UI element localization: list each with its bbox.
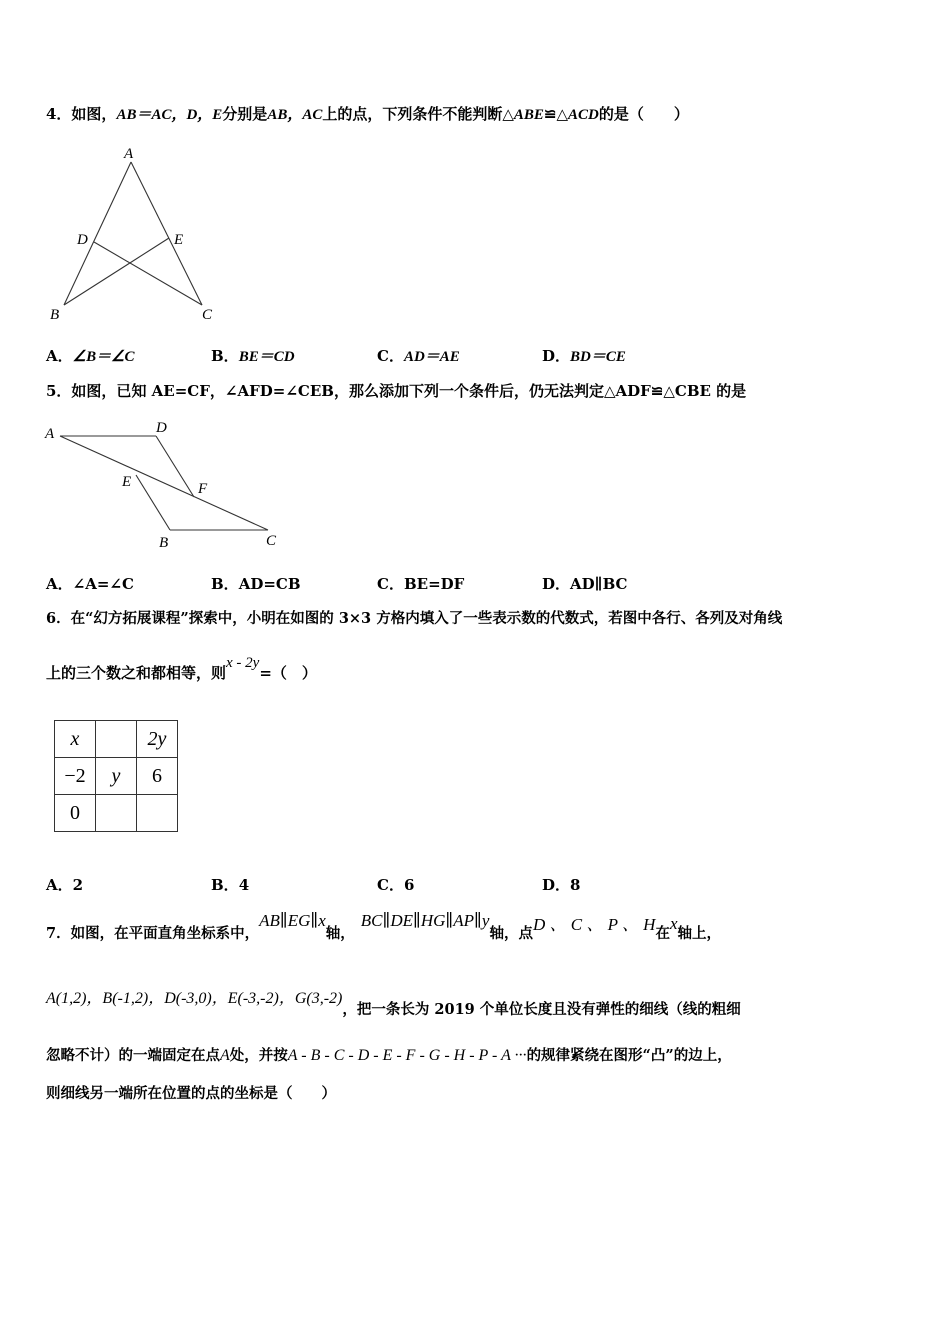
q5-option-d[interactable]	[542, 573, 628, 594]
q5-label-c: C	[266, 533, 277, 549]
q4-label-b: B	[50, 307, 60, 323]
q7-line1-prefix: 7．如图，在平面直角坐标系中，	[46, 925, 260, 942]
q4-option-a-letter: A．	[46, 347, 73, 365]
grid-cell: 2y	[137, 721, 178, 758]
q6-magic-square	[54, 720, 178, 832]
q4-stem-mid: 分别是	[222, 105, 268, 123]
q5-option-d-text: AD∥BC	[570, 575, 628, 593]
q5-quadrilateral-figure	[40, 416, 290, 554]
q4-option-d-text: BD＝CE	[570, 349, 626, 365]
q6-option-a[interactable]	[46, 874, 83, 895]
q4-option-b-letter: B．	[211, 347, 239, 365]
q7-line3-prefix: 忽略不计）的一端固定在点	[46, 1047, 220, 1064]
q7-line4: 则细线另一端所在位置的点的坐标是（ ）	[46, 1085, 336, 1102]
q5-option-b-text: AD=CB	[238, 575, 301, 593]
q4-label-a: A	[124, 146, 134, 162]
q5-stem: 5．如图，已知 AE=CF，∠AFD=∠CEB，那么添加下列一个条件后，仍无法判定△ADF≌△CBE 的是	[46, 382, 747, 400]
q4-option-d[interactable]	[542, 345, 626, 366]
q6-option-a-letter: A．	[46, 876, 73, 894]
q4-label-d: D	[77, 232, 88, 248]
q5-option-c[interactable]	[377, 573, 464, 594]
table-row	[55, 795, 178, 832]
q6-option-d[interactable]	[542, 874, 580, 895]
q4-option-c-text: AD＝AE	[403, 349, 460, 365]
q7-line3-mid: 处，并按	[229, 1047, 288, 1064]
q4-label-e: E	[174, 232, 184, 248]
q7-line1-mid2: 轴，点	[489, 925, 533, 942]
q7-line3	[46, 1044, 732, 1065]
q7-coordinates: A(1,2)，B(-1,2)，D(-3,0)，E(-3,-2)，G(3,-2)	[46, 990, 343, 1007]
q5-option-b[interactable]	[211, 573, 301, 594]
q4-stem-mid3: ≌△	[543, 105, 569, 123]
q6-option-c[interactable]	[377, 874, 414, 895]
q7-axis-points: D 、 C 、 P 、 H	[532, 915, 656, 934]
q6-expression: x - 2y	[226, 655, 260, 671]
q4-option-b-text: BE＝CD	[238, 349, 295, 365]
q6-option-d-text: 8	[570, 876, 581, 894]
q7-line1-mid1: 轴，	[325, 925, 355, 942]
q5-option-a[interactable]	[46, 573, 134, 594]
q7-parallel-y: BC∥DE∥HG∥AP∥y	[360, 911, 490, 930]
grid-cell: y	[96, 758, 137, 795]
q6-option-b-letter: B．	[211, 876, 239, 894]
q5-label-f: F	[198, 481, 208, 497]
grid-cell	[96, 721, 137, 758]
q4-stem-math3: ABE	[513, 107, 544, 123]
q4-option-a-text: ∠B＝∠C	[72, 349, 135, 365]
q5-option-b-letter: B．	[211, 575, 239, 593]
grid-cell	[96, 795, 137, 832]
q5-label-e: E	[122, 474, 132, 490]
q5-label-b: B	[159, 535, 169, 551]
q4-stem-math2: AB，AC	[267, 107, 323, 123]
q6-stem-line2-prefix: 上的三个数之和都相等，则	[46, 664, 227, 682]
q6-stem-line2-suffix: =（ ）	[259, 664, 317, 682]
q4-line-ac	[131, 162, 202, 305]
q7-line2-text: ，把一条长为 2019 个单位长度且没有弹性的细线（线的粗细	[342, 1001, 741, 1018]
q6-option-c-letter: C．	[377, 876, 404, 894]
q7-parallel-x: AB∥EG∥x	[259, 911, 326, 930]
table-row	[55, 758, 178, 795]
grid-cell: 6	[137, 758, 178, 795]
q6-option-d-letter: D．	[542, 876, 571, 894]
q4-stem-suffix: 的是（ ）	[598, 105, 689, 123]
q7-line2	[46, 990, 741, 1019]
q4-stem-mid2: 上的点，下列条件不能判断△	[322, 105, 514, 123]
q4-option-b[interactable]	[211, 345, 295, 366]
q4-stem-prefix: 4．如图，	[46, 105, 117, 123]
q5-option-c-text: BE=DF	[403, 575, 465, 593]
q7-x-var: x	[669, 914, 678, 933]
q4-option-c-letter: C．	[377, 347, 404, 365]
grid-cell: −2	[55, 758, 96, 795]
q7-line3-suffix: 的规律紧绕在图形“凸”的边上，	[526, 1047, 732, 1064]
q4-option-a[interactable]	[46, 345, 135, 366]
q4-label-c: C	[202, 307, 213, 323]
q5-line-ac	[60, 436, 268, 530]
q5-label-a: A	[45, 426, 55, 442]
q7-line1	[46, 911, 721, 943]
q4-stem	[46, 103, 689, 124]
q6-option-c-text: 6	[403, 876, 415, 894]
q6-stem-line1: 6．在“幻方拓展课程”探索中，小明在如图的 3×3 方格内填入了一些表示数的代数式，若图中各行、各列及对角线	[46, 610, 783, 627]
q5-label-d: D	[156, 420, 167, 436]
q4-option-d-letter: D．	[542, 347, 571, 365]
grid-cell: x	[55, 721, 96, 758]
q7-line1-mid3: 在	[655, 925, 670, 942]
grid-cell: 0	[55, 795, 96, 832]
table-row	[55, 721, 178, 758]
q6-option-a-text: 2	[72, 876, 84, 894]
q5-option-d-letter: D．	[542, 575, 571, 593]
q6-stem-line2	[46, 655, 317, 683]
q5-option-c-letter: C．	[377, 575, 404, 593]
q5-option-a-letter: A．	[46, 575, 73, 593]
q5-option-a-text: ∠A=∠C	[72, 575, 134, 593]
q6-option-b[interactable]	[211, 874, 249, 895]
q4-option-c[interactable]	[377, 345, 460, 366]
q4-stem-math: AB＝AC，D，E	[116, 107, 223, 123]
q4-stem-math4: ACD	[568, 107, 599, 123]
q4-triangle-figure	[44, 142, 234, 327]
grid-cell	[137, 795, 178, 832]
q7-path-sequence: A - B - C - D - E - F - G - H - P - A ···	[287, 1047, 527, 1064]
q6-option-b-text: 4	[238, 876, 250, 894]
q7-point-a: A	[220, 1047, 230, 1064]
q7-line1-suffix: 轴上，	[677, 925, 721, 942]
